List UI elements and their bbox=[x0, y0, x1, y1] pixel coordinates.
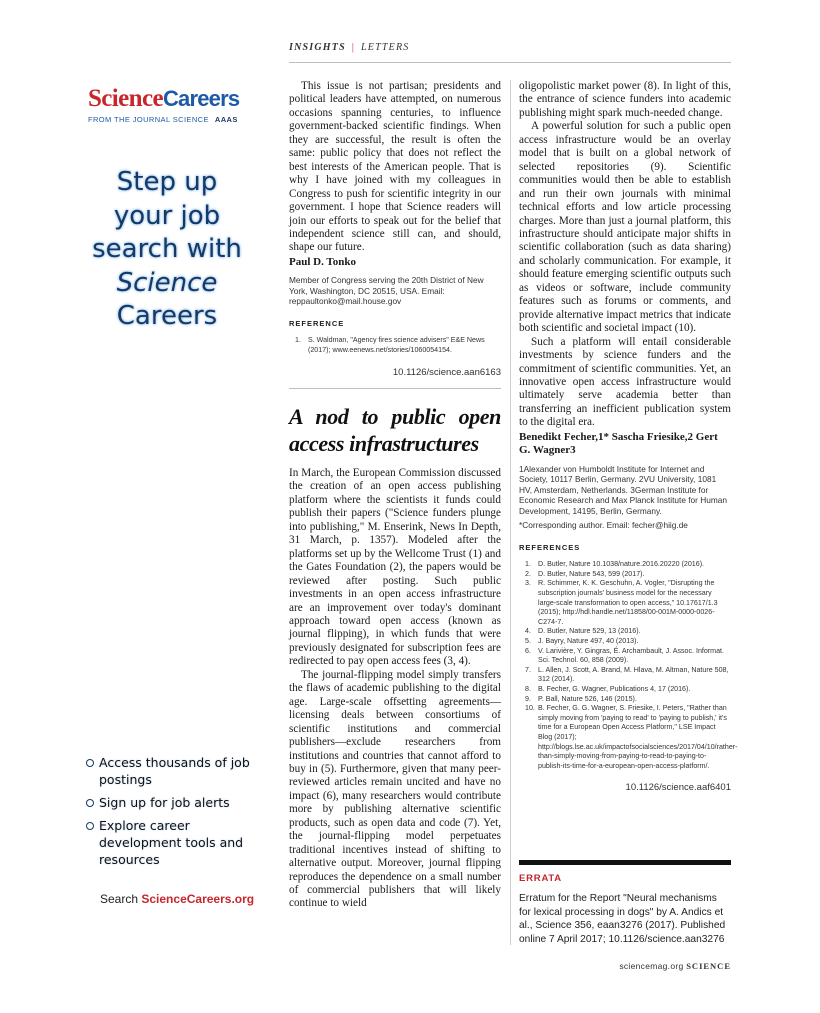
letter2-doi: 10.1126/science.aaf6401 bbox=[625, 782, 731, 794]
reference-item: 2. D. Butler, Nature 543, 599 (2017). bbox=[525, 569, 645, 578]
errata-bar bbox=[519, 860, 731, 865]
section-divider bbox=[289, 388, 501, 389]
footer-site: sciencemag.org bbox=[619, 961, 684, 971]
middle-column bbox=[289, 80, 501, 911]
ad-search-prefix: Search bbox=[100, 892, 139, 906]
footer-journal: SCIENCE bbox=[686, 961, 731, 971]
letter1-reference-heading: REFERENCE bbox=[289, 318, 345, 328]
letter2-authors: Benedikt Fecher,1* Sascha Friesike,2 Gert G. Wagner3 bbox=[519, 430, 718, 457]
letter1-author: Paul D. Tonko bbox=[289, 255, 356, 268]
right-column bbox=[519, 80, 738, 795]
letter2-paragraph-3: A powerful solution for such a public open access infrastructure would be an overlay model that is built on a global network of selected repositories (9). Scientific communities would then be able to establish and run their own journals with minimal technical efforts and low article processing charges. More than just a journal platform, this infrastructure should anticipate major shifts in scientific collaboration (such as data sharing) and scholarly communication. For example, it should feature emerging scientific outputs such as videos or software, include community features such as forums or comments, and provide alternative impact metrics that indicate both scientific and societal impact (10). bbox=[519, 120, 731, 335]
letter1-affiliation: Member of Congress serving the 20th District of New York, Washington, DC 20515, USA. Email: reppaultonko@mail.house.gov bbox=[289, 275, 484, 307]
reference-item: 4. D. Butler, Nature 529, 13 (2016). bbox=[525, 627, 641, 636]
subsection-label: LETTERS bbox=[361, 42, 410, 53]
logo-subtitle: FROM THE JOURNAL SCIENCE bbox=[88, 115, 209, 124]
aaas-logo: AAAS bbox=[214, 115, 238, 124]
letter2-reference-heading: REFERENCES bbox=[519, 542, 581, 552]
ad-headline-line: Science bbox=[116, 267, 218, 298]
ad-search-cta[interactable] bbox=[100, 892, 254, 906]
letter2-paragraph-2-continued: oligopolistic market power (8). In light of this, the entrance of science funders into academic publishing might spark much-needed change. bbox=[519, 80, 731, 119]
ad-headline bbox=[72, 166, 262, 334]
reference-item: 10. B. Fecher, G. G. Wagner, S. Friesike, I. Peters, "Rather than simply moving from 'paying to read' to 'paying to publish,' it's time for a European Open Access Platform," LSE Impact Blog (2017); http://blogs.lse.ac.uk/impactofsocialsciences/2017/04/10/rather-than-simply-moving-from-paying-to-read-to-paying-to-publish-its-time-for-a-european-open-access-platform/. bbox=[525, 704, 738, 770]
ad-headline-line: Careers bbox=[116, 301, 218, 331]
section-label: INSIGHTS bbox=[289, 42, 346, 53]
letter2-affiliation: 1Alexander von Humboldt Institute for Internet and Society, 10117 Berlin, Germany. 2VU University, 1081 HV, Amsterdam, Netherlands. 3German Institute for Economic Research and Max Planck Institute for Human Development, 14195, Berlin, Germany. bbox=[519, 463, 727, 516]
logo-science-text: Science bbox=[88, 85, 163, 112]
letter1-doi: 10.1126/science.aan6163 bbox=[392, 366, 501, 378]
letter2-paragraph-1: In March, the European Commission discussed the creation of an open access publishing platform where the scientists it funds could publish their papers ("Science funders plunge into publishing," M. Enserink, News In Depth, 31 March, p. 1357). Modeled after the platforms set up by the Wellcome Trust (1) and the Gates Foundation (2), the papers would be reviewed after posting. Such public investments in an open access infrastructure are an improvement over today's dominant approach toward open access (known as journal flipping), in which funds that were previously designated for subscription fees are redirected to pay open access fees (3, 4). bbox=[289, 466, 501, 668]
header-rule bbox=[289, 62, 731, 63]
ad-bullet-list bbox=[86, 754, 276, 874]
science-careers-logo[interactable] bbox=[88, 86, 239, 124]
reference-item: 6. V. Larivière, Y. Gingras, É. Archambault, J. Assoc. Informat. Sci. Technol. 60, 858 (2009). bbox=[525, 646, 724, 665]
page-footer bbox=[600, 961, 731, 971]
letter2-title: A nod to public open access infrastructures bbox=[289, 403, 501, 456]
reference-item: 3. R. Schimmer, K. K. Geschuhn, A. Vogler, "Disrupting the subscription journals' business model for the necessary large-scale transformation to open access," 10.17617/1.3 (2015); http://hdl.handle.net/11858/00-001M-0000-0026-C274-7. bbox=[525, 579, 718, 626]
logo-careers-text: Careers bbox=[162, 86, 240, 111]
letter1-reference-list bbox=[289, 336, 501, 355]
reference-item: 1. S. Waldman, "Agency fires science advisers" E&E News (2017); www.eenews.net/stories/1060054154. bbox=[295, 336, 485, 354]
letter2-paragraph-4: Such a platform will entail considerable investments by science funders and the commitment of scientific communities. Yet, an innovative open access infrastructure would ultimately serve academia better than transferring an inefficient publication system to the digital era. bbox=[519, 335, 731, 429]
letter2-corresponding-author: *Corresponding author. Email: fecher@hiig.de bbox=[519, 520, 688, 531]
reference-item: 7. L. Allen, J. Scott, A. Brand, M. Hlava, M. Altman, Nature 508, 312 (2014). bbox=[525, 665, 729, 684]
header-separator: | bbox=[351, 42, 356, 53]
ad-headline-line: Step up bbox=[116, 167, 218, 197]
running-header bbox=[289, 42, 409, 53]
ad-bullet-item: Access thousands of job postings bbox=[86, 754, 276, 788]
reference-item: 9. P. Ball, Nature 526, 146 (2015). bbox=[525, 694, 637, 703]
column-rule bbox=[510, 80, 511, 945]
letter2-reference-list bbox=[519, 560, 738, 771]
ad-headline-line: your job bbox=[113, 200, 221, 231]
errata-heading: ERRATA bbox=[519, 873, 562, 884]
letter1-closing-paragraph: This issue is not partisan; presidents and political leaders have attempted, on numerous occasions spanning centuries, to influence government-backed scientific findings. When they are successful, the result is often the same: public policy that does not reflect the best interests of the American people. That is why I have joined with my colleagues in Congress to push for scientific integrity in our government. I hope that Science readers will join our efforts to speak out for the belief that independent science still can, and should, shape our future. bbox=[289, 80, 501, 254]
ad-search-link[interactable]: ScienceCareers.org bbox=[141, 892, 255, 906]
ad-bullet-item: Explore career development tools and resources bbox=[86, 817, 276, 868]
reference-item: 1. D. Butler, Nature 10.1038/nature.2016.20220 (2016). bbox=[525, 560, 705, 569]
errata-text: Erratum for the Report "Neural mechanisms for lexical processing in dogs" by A. Andics et al., Science 356, eaan3276 (2017). Published online 7 April 2017; 10.1126/science.aan3276 bbox=[519, 893, 726, 945]
ad-headline-line: search with bbox=[92, 234, 242, 264]
ad-bullet-item: Sign up for job alerts bbox=[86, 794, 276, 811]
reference-item: 5. J. Bayry, Nature 497, 40 (2013). bbox=[525, 636, 639, 645]
letter2-paragraph-2: The journal-flipping model simply transfers the flaws of academic publishing to the digital age. Large-scale offsetting agreements—licensing deals between consortiums of scientific institutions and commercial publishers—exclude researchers from institutions and countries that cannot afford to buy in (5). Furthermore, given that many peer-reviewed articles remain uncited and have no impact (6), many researchers would contribute more by publishing alternative scientific products, such as open data and code (7). Yet, the journal-flipping model perpetuates traditional incentives instead of shifting to alternative output. Moreover, journal flipping reproduces the dependence on a small number of commercial publishers that will likely continue to wield bbox=[289, 668, 501, 910]
reference-item: 8. B. Fecher, G. Wagner, Publications 4, 17 (2016). bbox=[525, 684, 691, 693]
